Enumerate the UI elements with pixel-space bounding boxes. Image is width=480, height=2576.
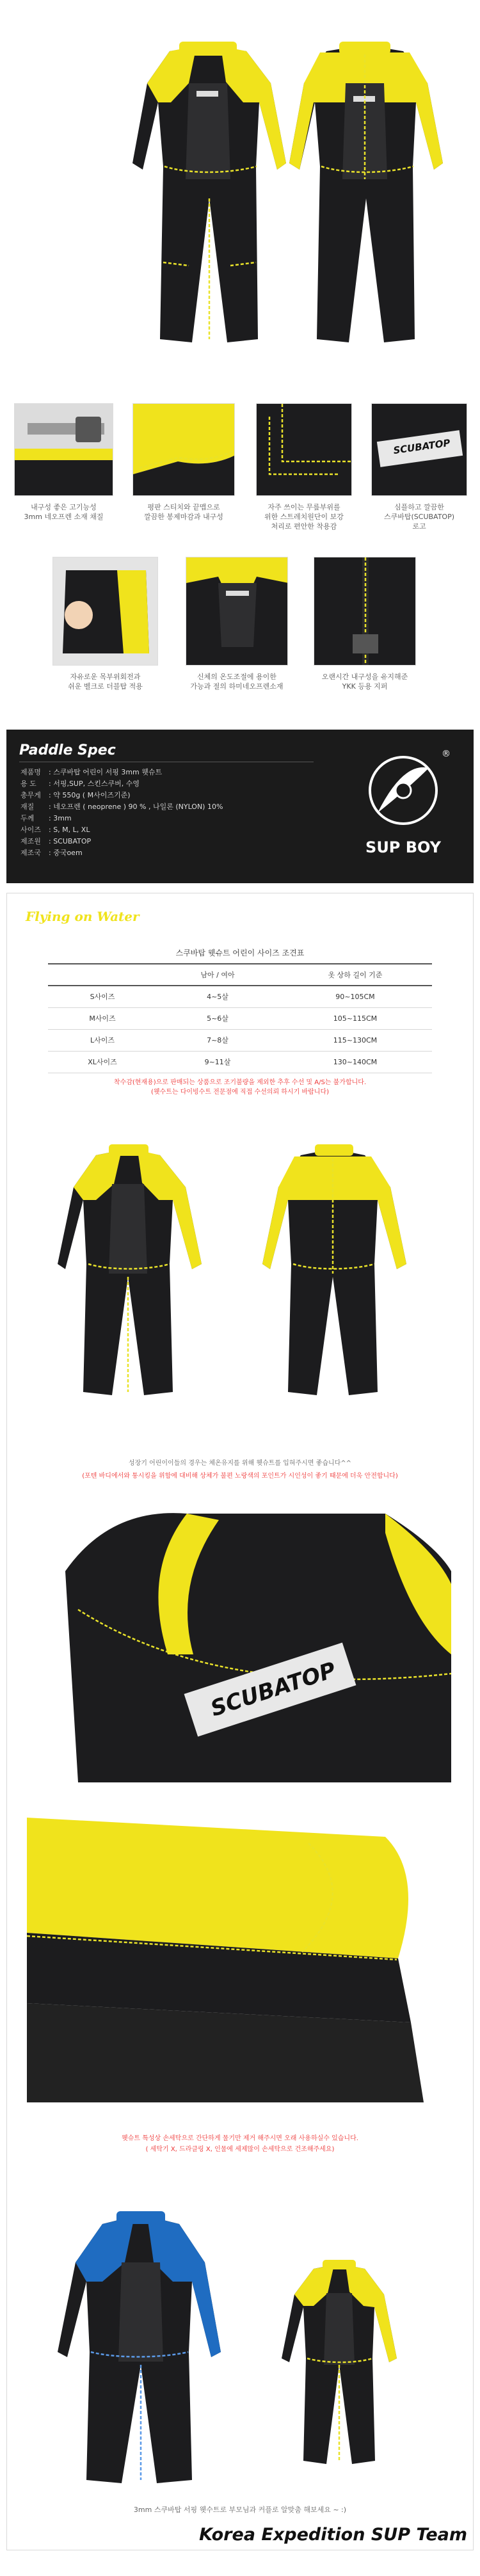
table-row: M사이즈 5~6살 105~115CM: [48, 1007, 432, 1029]
detail-back-image: [186, 557, 288, 666]
detail-caption-knee: 자주 쓰이는 무릎부위를 위한 스트레치원단이 보강 처리로 편안한 착용감: [264, 503, 344, 531]
spec-row: 두께 : 3mm: [20, 814, 72, 822]
kids-note-gray: 성장기 어린이이들의 경우는 체온유지를 위해 웻슈트를 입혀주시면 좋습니다^^: [128, 1460, 352, 1467]
size-note-red: 착수감(현재용)으로 판매되는 상품으로 조기불량을 제외한 추후 수선 및 A/S는 불가합니다.: [113, 1079, 367, 1086]
spec-panel: [6, 730, 474, 883]
scubatop-logo-text: SCUBATOP: [392, 436, 451, 457]
detail-caption-back: 신체의 온도조절에 용이한 가능과 절의 하미네오프렌소재: [190, 673, 284, 691]
detail-caption-logo: 심플하고 깔끔한 스쿠바탑(SCUBATOP) 로고: [383, 503, 455, 531]
spec-row: 재질 : 네오프렌 ( neoprene ) 90 % , 나일론 (NYLON) 10%: [20, 803, 223, 811]
kids-wetsuits-image: [32, 1104, 454, 1424]
collar-closeup-photo: [27, 1494, 451, 1782]
spec-row: 제조원 : SCUBATOP: [20, 837, 92, 845]
sup-boy-emblem-icon: [352, 749, 454, 832]
family-suits-photo: [45, 2173, 435, 2486]
table-row: L사이즈 7~8살 115~130CM: [48, 1029, 432, 1051]
table-row: XL사이즈 9~11살 130~140CM: [48, 1051, 432, 1073]
collar-logo-text: SCUBATOP: [207, 1657, 339, 1722]
kids-suits-photo: [32, 1104, 454, 1424]
size-table-title: 스쿠바탑 웻슈트 어린이 사이즈 조견표: [175, 948, 305, 957]
wash-note-red: 웻슈트 특성상 손세탁으로 간단하게 물기만 제거 해주시면 오래 사용하실수 있습니다.: [122, 2135, 358, 2142]
size-table-wrap: [48, 963, 432, 1073]
detail-logo-image: [371, 403, 467, 496]
registered-mark: ®: [442, 749, 451, 759]
detail-caption-zipper: 오랜시간 내구성을 유지해준 YKK 등용 지퍼: [321, 673, 408, 691]
detail-collar-image: [52, 557, 158, 666]
family-caption: 3mm 스쿠바탑 서핑 웻수트로 부모님과 커플로 알맞춤 해보세요 ~ :): [133, 2506, 347, 2514]
spec-title: Paddle Spec: [19, 742, 116, 758]
detail-material-image: [14, 403, 113, 496]
top-suits-photo: [13, 6, 467, 352]
sup-boy-brand: SUP BOY: [365, 838, 441, 856]
spec-list: [20, 767, 321, 859]
detail-caption-stitching: 평판 스티치와 끝맵으로 깔끔한 봉제마감과 내구성: [144, 503, 223, 521]
adult-kid-wetsuits-image: [45, 2173, 435, 2486]
table-row: S사이즈 4~5살 90~105CM: [48, 986, 432, 1007]
wetsuit-front-back-image: [13, 6, 467, 352]
detail-caption-material: 내구성 좋은 고기능성 3mm 네오프렌 소재 채질: [24, 503, 104, 521]
size-table: [48, 963, 432, 1073]
kids-note-red: (포텐 바디에서와 통시킹을 위함에 대비해 상체가 불편 노랑색의 포인트가 시인성이 좋기 때문에 더욱 안전합니다): [82, 1473, 398, 1480]
collar-logo-closeup-image: [27, 1494, 451, 1782]
spec-row: 사이즈 : S, M, L, XL: [20, 826, 90, 834]
team-signature: Korea Expedition SUP Team: [199, 2525, 467, 2545]
sup-boy-logo: [352, 749, 454, 870]
detail-zipper-image: [314, 557, 416, 666]
detail-stitching-image: [132, 403, 235, 496]
detail-knee-image: [256, 403, 352, 496]
wash-note-red-2: ( 세탁기 X, 드라클링 X, 인물에 세제많이 손세탁으로 건조해주세요): [145, 2146, 335, 2153]
sleeve-closeup-photo: [27, 1818, 451, 2102]
caliper-icon: [15, 404, 113, 496]
spec-row: 제품명 : 스쿠바탑 어린이 서핑 3mm 웻슈트: [20, 768, 163, 776]
size-table-header: 남아 / 여아 옷 상하 길이 기준: [48, 964, 432, 986]
detail-caption-collar: 자유로운 목부위회전과 쉬운 벨크로 더블탑 적용: [68, 673, 143, 691]
spec-row: 총무게 : 약 550g ( M사이즈기준): [20, 791, 131, 799]
spec-row: 용 도 : 서핑,SUP, 스킨스쿠버, 수영: [20, 780, 140, 788]
sleeve-cuff-closeup-image: [27, 1818, 451, 2102]
flying-heading: Flying on Water: [26, 909, 140, 924]
spec-row: 제조국 : 중국oem: [20, 849, 83, 857]
size-note-red-2: (웻수트는 다이빙수트 전문점에 직접 수선의뢰 하시기 바랍니다): [150, 1089, 330, 1096]
